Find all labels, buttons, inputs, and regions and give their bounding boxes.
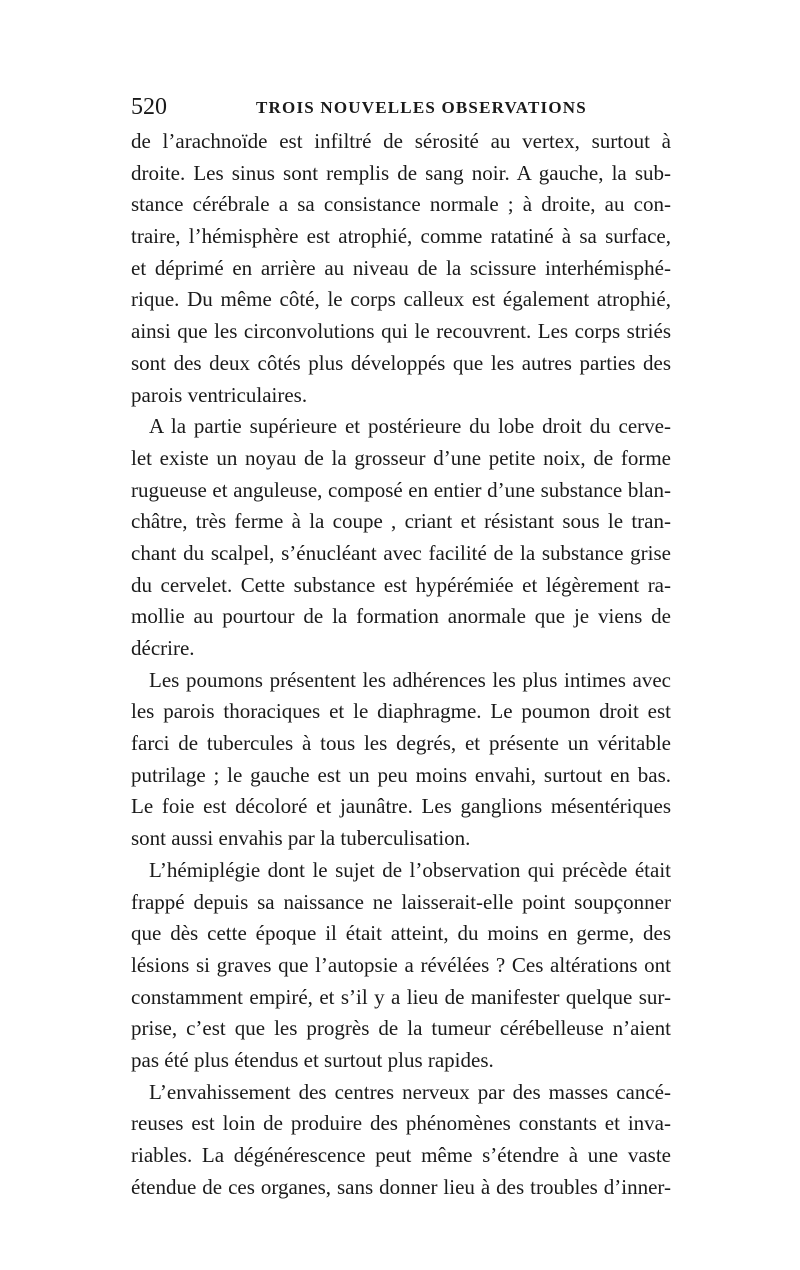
text-line: parois ventriculaires. [131,382,308,407]
text-line: putrilage ; le gauche est un peu moins envahi, surtout en bas. [131,762,671,787]
text-line: reuses est loin de produire des phénomènes constants et inva- [131,1111,671,1136]
text-line: traire, l’hémisphère est atrophié, comme ratatiné à sa surface, [131,224,671,249]
text-line: ainsi que les circonvolutions qui le recouvrent. Les corps striés [131,319,671,344]
text-line: L’hémiplégie dont le sujet de l’observation qui précède était [149,857,671,882]
page-header [131,92,671,122]
text-line: décrire. [131,636,195,660]
body-text [131,126,671,1203]
page-number: 520 [131,94,167,120]
text-line: que dès cette époque il était atteint, du moins en germe, des [131,921,671,946]
text-line: de l’arachnoïde est infiltré de sérosité au vertex, surtout à [131,129,671,153]
running-title: TROIS NOUVELLES OBSERVATIONS [256,98,587,117]
text-line: Le foie est décoloré et jaunâtre. Les ganglions mésentériques [131,794,671,819]
text-line: rugueuse et anguleuse, composé en entier d’une substance blan- [131,477,671,502]
text-line: A la partie supérieure et postérieure du lobe droit du cerve- [149,414,671,439]
text-line: les parois thoraciques et le diaphragme. Le poumon droit est [131,699,671,724]
text-line: riables. La dégénérescence peut même s’étendre à une vaste [131,1143,671,1167]
text-line: L’envahissement des centres nerveux par des masses cancé- [149,1079,671,1104]
text-line: du cervelet. Cette substance est hypérémiée et légèrement ra- [131,572,671,597]
text-line: droite. Les sinus sont remplis de sang noir. A gauche, la sub- [131,160,671,185]
text-line: mollie au pourtour de la formation anormale que je viens de [131,604,671,629]
text-line: sont des deux côtés plus développés que les autres parties des [131,350,671,375]
text-line: let existe un noyau de la grosseur d’une petite noix, de forme [131,445,671,470]
text-line: prise, c’est que les progrès de la tumeur cérébelleuse n’aient [131,1016,671,1041]
text-line: farci de tubercules à tous les degrés, et présente un véritable [131,731,671,756]
text-line: pas été plus étendus et surtout plus rapides. [131,1047,494,1072]
text-line: châtre, très ferme à la coupe , criant et résistant sous le tran- [131,509,671,534]
text-line: lésions si graves que l’autopsie a révélées ? Ces altérations ont [131,952,671,977]
text-line: sont aussi envahis par la tuberculisation. [131,826,471,851]
text-line: étendue de ces organes, sans donner lieu à des troubles d’inner- [131,1174,671,1199]
text-line: Les poumons présentent les adhérences les plus intimes avec [149,667,671,692]
text-line: rique. Du même côté, le corps calleux est également atrophié, [131,287,671,312]
text-line: et déprimé en arrière au niveau de la scissure interhémisphé- [131,255,671,280]
text-line: constamment empiré, et s’il y a lieu de manifester quelque sur- [131,984,671,1009]
text-line: chant du scalpel, s’énucléant avec facilité de la substance grise [131,540,671,565]
text-line: frappé depuis sa naissance ne laisserait-elle point soupçonner [131,889,671,914]
text-line: stance cérébrale a sa consistance normale ; à droite, au con- [131,192,671,217]
